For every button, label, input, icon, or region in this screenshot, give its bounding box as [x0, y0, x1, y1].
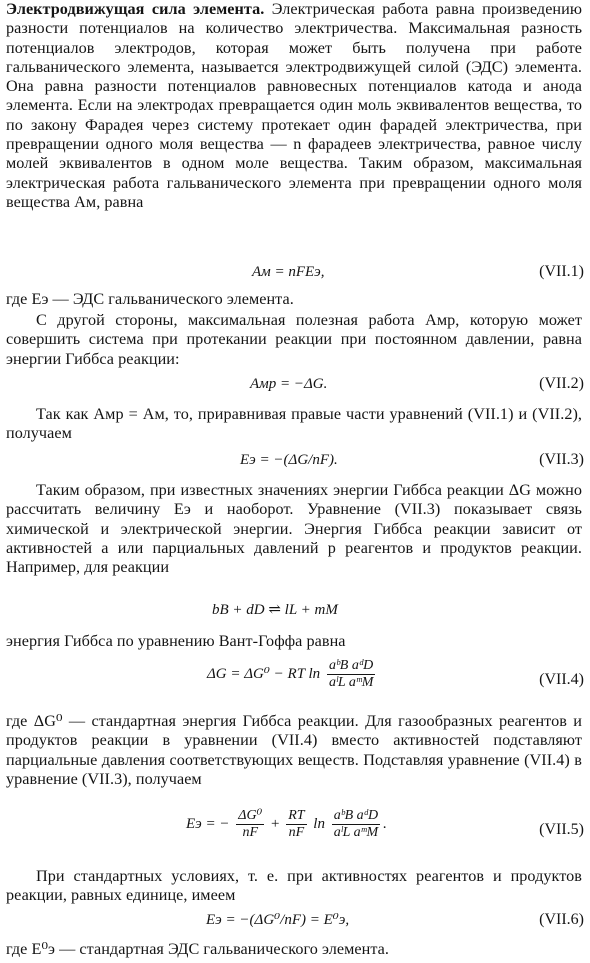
- fraction-denominator: aˡL aᵐM: [333, 825, 379, 840]
- equation-formula: [186, 808, 387, 841]
- equation-vii-1: [0, 262, 584, 284]
- log-operator: ln: [313, 815, 325, 832]
- fraction-numerator: RT: [288, 808, 305, 823]
- equation-formula: Eэ = −(ΔG/nF).: [240, 452, 338, 468]
- fraction-numerator: aᵇB aᵈD: [327, 658, 375, 675]
- equation-vii-2: [0, 374, 584, 396]
- equation-lhs: Eэ = −: [186, 815, 230, 832]
- paragraph-standard-emf: [6, 940, 582, 959]
- plus-sign: +: [270, 815, 280, 832]
- equation-tail: .: [383, 815, 387, 832]
- section-heading: Электродвижущая сила элемента.: [6, 0, 265, 18]
- equation-number: (VII.6): [539, 911, 584, 928]
- equation-vii-4: [0, 658, 584, 706]
- reaction-equation: [0, 600, 584, 622]
- fraction-numerator: ΔG⁰: [238, 808, 263, 823]
- fraction: [332, 808, 380, 841]
- equation-number: (VII.1): [539, 263, 584, 280]
- equation-number: (VII.5): [539, 821, 584, 838]
- equation-vii-3: [0, 450, 584, 472]
- fraction-denominator: nF: [242, 825, 259, 840]
- equation-formula: Aм = nFEэ,: [252, 264, 325, 280]
- paragraph-standard-gibbs: [6, 712, 582, 789]
- paragraph-standard-conditions: [6, 867, 582, 906]
- paragraph-text: Так как Aмр = Aм, то, приравнивая правые части уравнений (VII.1) и (VII.2), получаем: [6, 405, 582, 443]
- fraction-numerator: aᵇB aᵈD: [332, 808, 380, 825]
- paragraph-gibbs-work: [6, 311, 582, 369]
- equation-number: (VII.3): [539, 451, 584, 468]
- paragraph-text: где E⁰э — стандартная ЭДС гальванического элемента.: [6, 940, 389, 958]
- paragraph-text: Таким образом, при известных значениях энергии Гиббса реакции ΔG можно рассчитать величину Eэ и наоборот. Уравнение (VII.3) показывает связь химической и электрической энергии. Энергия Гиббса реакции зависит от активностей a или парциальных давлений p реагентов и продуктов реакции. Например, для реакции: [6, 481, 582, 577]
- paragraph-emf-note: [6, 290, 582, 309]
- paragraph-text: где ΔG⁰ — стандартная энергия Гиббса реакции. Для газообразных реагентов и продуктов реакции в уравнении (VII.4) вместо активностей подставляют парциальные давления соответствующих веществ. Подставляя уравнение (VII.4) в уравнение (VII.3), получаем: [6, 712, 582, 788]
- paragraph-gibbs-activities: [6, 481, 582, 577]
- fraction: [286, 808, 306, 841]
- equation-formula: Eэ = −(ΔG⁰/nF) = E⁰э,: [206, 912, 350, 928]
- paragraph-text: Электрическая работа равна произведению разности потенциалов на количество электричества. Максимальная разность потенциалов электродов, которая может быть получена при работе гальванического элемента, называется электродвижущей силой (ЭДС) элемента. Она равна разности потенциалов равновесных потенциалов катода и анода элемента. Если на электродах превращается один моль эквивалентов вещества, то по закону Фарадея через систему протекает один фарадей электричества, при превращении одного моля вещества — n фарадеев электричества, равное числу молей эквивалентов в одном моле вещества. Таким образом, максимальная электрическая работа гальванического элемента при превращении одного моля вещества Aм, равна: [6, 0, 582, 211]
- paragraph-equate: [6, 405, 582, 444]
- paragraph-text: С другой стороны, максимальная полезная работа Aмр, которую может совершить система при протекании реакции при постоянном давлении, равна энергии Гиббса реакции:: [6, 311, 582, 368]
- paragraph-text: При стандартных условиях, т. е. при активностях реагентов и продуктов реакции, равных единице, имеем: [6, 867, 582, 905]
- fraction: [327, 658, 375, 691]
- paragraph-vant-hoff: [6, 632, 582, 651]
- fraction: [236, 808, 264, 841]
- equation-number: (VII.2): [539, 375, 584, 392]
- fraction-denominator: nF: [288, 825, 305, 840]
- equation-vii-5: [0, 808, 584, 856]
- paragraph-text: энергия Гиббса по уравнению Вант-Гоффа равна: [6, 632, 346, 650]
- paragraph-emf-definition: [6, 0, 582, 212]
- paragraph-text: где Eэ — ЭДС гальванического элемента.: [6, 290, 294, 308]
- fraction-denominator: aˡL aᵐM: [328, 675, 374, 690]
- equation-number: (VII.4): [539, 671, 584, 688]
- equation-lhs: ΔG = ΔG⁰ − RT ln: [207, 665, 321, 682]
- reaction-formula: bB + dD ⇌ lL + mM: [212, 602, 338, 618]
- equation-formula: [207, 658, 378, 691]
- equation-vii-6: [0, 910, 584, 932]
- equation-formula: Aмр = −ΔG.: [250, 376, 328, 392]
